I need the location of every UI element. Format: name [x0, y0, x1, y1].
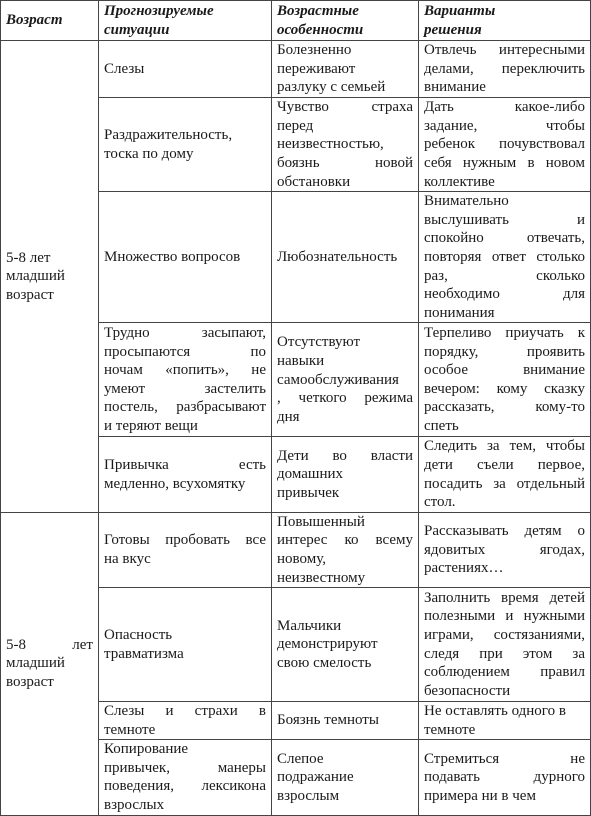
feature-line: Повышенный — [277, 513, 365, 530]
situation-line: постель, разбрасывают — [104, 399, 266, 416]
feature-line: подражание — [277, 769, 354, 786]
age-line: 5-8 лет — [6, 249, 51, 266]
solution-line: повторяя ответ столько — [424, 248, 585, 265]
feature-line: , четкого режима — [277, 390, 413, 407]
header-situations — [99, 1, 272, 41]
feature-line: Отсутствуют — [277, 334, 361, 351]
feature-line: Слепое — [277, 750, 324, 767]
situation-line: Раздражительность, — [104, 127, 233, 144]
header-row — [1, 1, 591, 41]
feature-line: привычек — [277, 484, 340, 501]
solution-line: Не оставлять одного в — [424, 703, 566, 720]
situation-line: умеют застелить — [104, 380, 266, 397]
solution-line: делами, переключить — [424, 60, 585, 77]
feature-line: дня — [277, 408, 300, 425]
solution-line: Терпеливо приучать к — [424, 325, 585, 342]
situation-line: Множество вопросов — [104, 248, 241, 265]
solution-line: безопасности — [424, 682, 511, 699]
situation-line: на вкус — [104, 550, 151, 567]
situation-line: темноте — [104, 721, 156, 738]
solution-cell — [419, 41, 591, 98]
table-row — [1, 41, 591, 98]
feature-cell — [272, 323, 419, 437]
solution-line: дети съели первое, — [424, 456, 585, 473]
feature-line: Боязнь темноты — [277, 712, 379, 729]
solution-line: рассказать, кому-то — [424, 399, 585, 416]
situation-line: Слезы и страхи в — [104, 703, 266, 720]
solution-line: Дать какое-либо — [424, 99, 585, 116]
solution-cell — [419, 512, 591, 587]
table-row — [1, 512, 591, 587]
feature-line: свою смелость — [277, 654, 372, 671]
situation-line: Готовы пробовать все — [104, 532, 266, 549]
solution-cell — [419, 192, 591, 323]
solution-cell — [419, 740, 591, 815]
feature-line: обстановки — [277, 173, 351, 190]
feature-line: навыки — [277, 352, 325, 369]
solution-line: примера ни в чем — [424, 787, 536, 804]
age-line: возраст — [6, 286, 54, 303]
feature-line: интерес ко всему — [277, 532, 413, 549]
feature-line: домашних — [277, 466, 343, 483]
header-line: Возрастные — [277, 3, 359, 19]
feature-cell — [272, 702, 419, 740]
age-line: младший — [6, 655, 65, 672]
solution-line: задание, чтобы — [424, 117, 585, 134]
feature-line: Дети во власти — [277, 447, 413, 464]
situation-line: травматизма — [104, 645, 184, 662]
solution-line: необходимо для — [424, 286, 585, 303]
situation-line: тоска по дому — [104, 145, 194, 162]
situation-line: Трудно засыпают, — [104, 325, 266, 342]
situation-line: привычек, манеры — [104, 759, 266, 776]
solution-line: растениях… — [424, 560, 504, 577]
age-line: 5-8 лет — [6, 636, 93, 653]
header-age — [1, 1, 99, 41]
feature-line: Чувство страха — [277, 99, 413, 116]
solution-line: вечером: кому сказку — [424, 380, 585, 397]
header-line: особенности — [277, 21, 364, 38]
solution-line: посадить за отдельный — [424, 475, 585, 492]
solution-cell — [419, 702, 591, 740]
solution-line: особое внимание — [424, 362, 585, 379]
feature-cell — [272, 41, 419, 98]
solution-line: спеть — [424, 418, 459, 435]
situation-cell — [99, 323, 272, 437]
feature-line: самообслуживания — [277, 371, 399, 388]
feature-line: переживают — [277, 60, 356, 77]
situation-cell — [99, 702, 272, 740]
feature-line: перед — [277, 117, 314, 134]
feature-line: взрослым — [277, 787, 340, 804]
header-line: ситуации — [104, 21, 170, 38]
situation-line: Привычка есть — [104, 456, 266, 473]
situation-cell — [99, 588, 272, 702]
situation-line: поведения, лексикона — [104, 778, 266, 795]
solution-line: Отвлечь интересными — [424, 42, 585, 59]
header-solutions — [419, 1, 591, 41]
age-line: возраст — [6, 673, 54, 690]
solution-line: Следить за тем, чтобы — [424, 438, 585, 455]
solution-line: спокойно отвечать, — [424, 230, 585, 247]
solution-line: подавать дурного — [424, 769, 585, 786]
situation-cell — [99, 41, 272, 98]
solution-line: темноте — [424, 721, 476, 738]
header-line: Варианты — [424, 3, 496, 19]
solution-line: полезными и нужными — [424, 608, 585, 625]
solution-line: понимания — [424, 304, 495, 321]
situation-line: Опасность — [104, 627, 173, 643]
solution-line: Стремиться не — [424, 750, 585, 767]
age-cell — [1, 512, 99, 815]
feature-line: демонстрируют — [277, 636, 378, 653]
situation-line: и теряют вещи — [104, 418, 198, 435]
solution-cell — [419, 323, 591, 437]
feature-line: боязнь новой — [277, 154, 413, 171]
feature-line: разлуку с семьей — [277, 79, 386, 96]
solution-cell — [419, 98, 591, 192]
situation-line: ночам «попить», не — [104, 362, 266, 379]
feature-cell — [272, 512, 419, 587]
header-features — [272, 1, 419, 41]
age-line: младший — [6, 268, 65, 285]
solution-line: коллективе — [424, 173, 495, 190]
solution-line: выслушивать и — [424, 211, 585, 228]
solution-line: играми, состязаниями, — [424, 627, 585, 643]
feature-cell — [272, 437, 419, 512]
solution-line: стол. — [424, 494, 456, 511]
solution-line: ребенок почувствовал — [424, 136, 585, 153]
situation-cell — [99, 98, 272, 192]
solution-line: порядку, проявить — [424, 343, 585, 360]
feature-cell — [272, 98, 419, 192]
solution-line: внимание — [424, 79, 486, 96]
feature-line: Болезненно — [277, 42, 352, 59]
solution-cell — [419, 437, 591, 512]
solution-line: Заполнить время детей — [424, 589, 585, 606]
feature-cell — [272, 192, 419, 323]
solution-line: Внимательно — [424, 193, 509, 210]
situation-line: Слезы — [104, 60, 145, 77]
situation-cell — [99, 740, 272, 815]
solution-line: следя при этом за — [424, 645, 585, 662]
solution-line: раз, сколько — [424, 267, 585, 284]
solution-line: ядовитых ягодах, — [424, 541, 585, 558]
situation-line: взрослых — [104, 797, 165, 814]
feature-cell — [272, 740, 419, 815]
situation-cell — [99, 437, 272, 512]
solution-line: себя нужным в новом — [424, 154, 585, 171]
situation-line: Копирование — [104, 741, 189, 758]
solution-cell — [419, 588, 591, 702]
feature-line: Мальчики — [277, 617, 342, 634]
age-cell — [1, 41, 99, 513]
solution-line: соблюдением правил — [424, 664, 585, 681]
header-line: решения — [424, 21, 482, 38]
feature-line: Любознательность — [277, 248, 398, 265]
solution-line: Рассказывать детям о — [424, 523, 585, 540]
situation-cell — [99, 512, 272, 587]
feature-line: неизвестностью, — [277, 136, 384, 153]
feature-cell — [272, 588, 419, 702]
header-line: Возраст — [6, 12, 63, 29]
header-line: Прогнозируемые — [104, 3, 214, 19]
situation-line: просыпаются по — [104, 343, 266, 360]
feature-line: новому, — [277, 550, 326, 567]
situation-line: медленно, всухомятку — [104, 475, 246, 492]
situation-cell — [99, 192, 272, 323]
feature-line: неизвестному — [277, 569, 366, 586]
